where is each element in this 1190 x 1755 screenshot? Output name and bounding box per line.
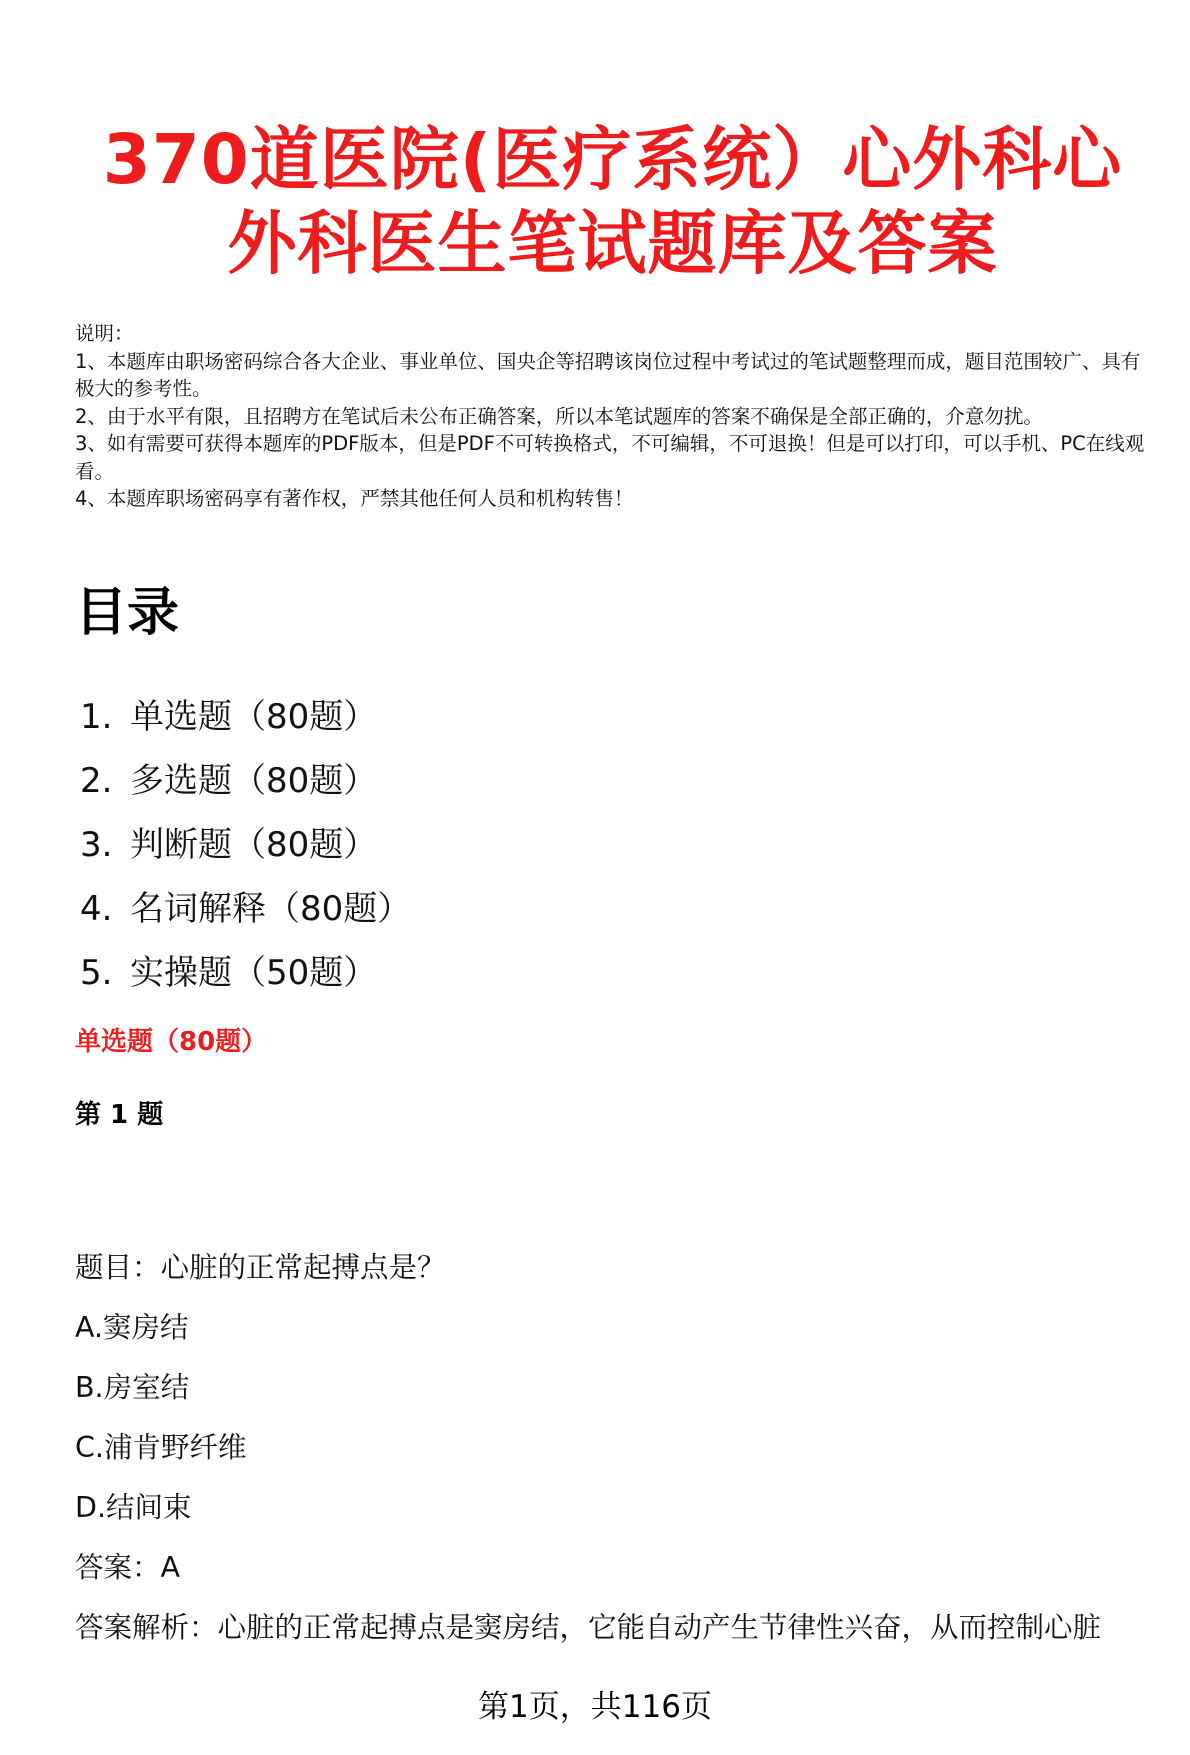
question-stem: 题目：心脏的正常起搏点是？ [75,1251,446,1284]
question-block [75,1238,1165,1658]
page-footer: 第1页，共116页 [478,1689,712,1725]
question-option: D.结间束 [75,1491,192,1524]
instruction-item: 1、本题库由职场密码综合各大企业、事业单位、国央企等招聘该岗位过程中考试过的笔试题整理而成，题目范围较广、具有极大的参考性。 [75,349,1141,400]
toc-item-single-choice[interactable] [80,685,411,749]
instruction-item: 4、本题库职场密码享有著作权，严禁其他任何人员和机构转售！ [75,487,634,510]
toc-item-number: 2. [80,761,113,801]
question-option: C.浦肯野纤维 [75,1431,247,1464]
toc-item-label: 判断题（80题） [130,825,378,865]
question-number: 第 1 题 [75,1100,164,1130]
toc-item-number: 3. [80,825,113,865]
toc-item-multiple-choice[interactable] [80,749,411,813]
toc-heading: 目录 [75,583,180,643]
toc-item-term-explanation[interactable] [80,877,411,941]
instruction-item: 3、如有需要可获得本题库的PDF版本，但是PDF不可转换格式，不可编辑，不可退换！但是可以打印，可以手机、PC在线观看。 [75,432,1145,483]
question-explanation: 答案解析：心脏的正常起搏点是窦房结，它能自动产生节律性兴奋，从而控制心脏 [75,1611,1102,1644]
question-option: B.房室结 [75,1371,190,1404]
toc-item-number: 4. [80,889,113,929]
document-title: 370道医院(医疗系统）心外科心外科医生笔试题库及答案 [102,120,1123,284]
toc-item-label: 实操题（50题） [130,953,378,993]
toc-item-true-false[interactable] [80,813,411,877]
toc-item-practical[interactable] [80,941,411,1005]
toc-item-number: 1. [80,697,113,737]
question-answer: 答案：A [75,1551,180,1584]
instruction-item: 2、由于水平有限，且招聘方在笔试后未公布正确答案，所以本笔试题库的答案不确保是全部正确的，介意勿扰。 [75,404,1043,428]
toc-item-label: 名词解释（80题） [130,889,412,929]
toc-item-label: 多选题（80题） [130,761,378,801]
question-option: A.窦房结 [75,1311,189,1344]
table-of-contents [80,685,411,1005]
instructions-heading: 说明： [75,322,134,345]
toc-item-number: 5. [80,953,113,993]
section-title: 单选题（80题） [75,1027,268,1057]
toc-item-label: 单选题（80题） [130,697,378,737]
instructions [75,320,1150,513]
